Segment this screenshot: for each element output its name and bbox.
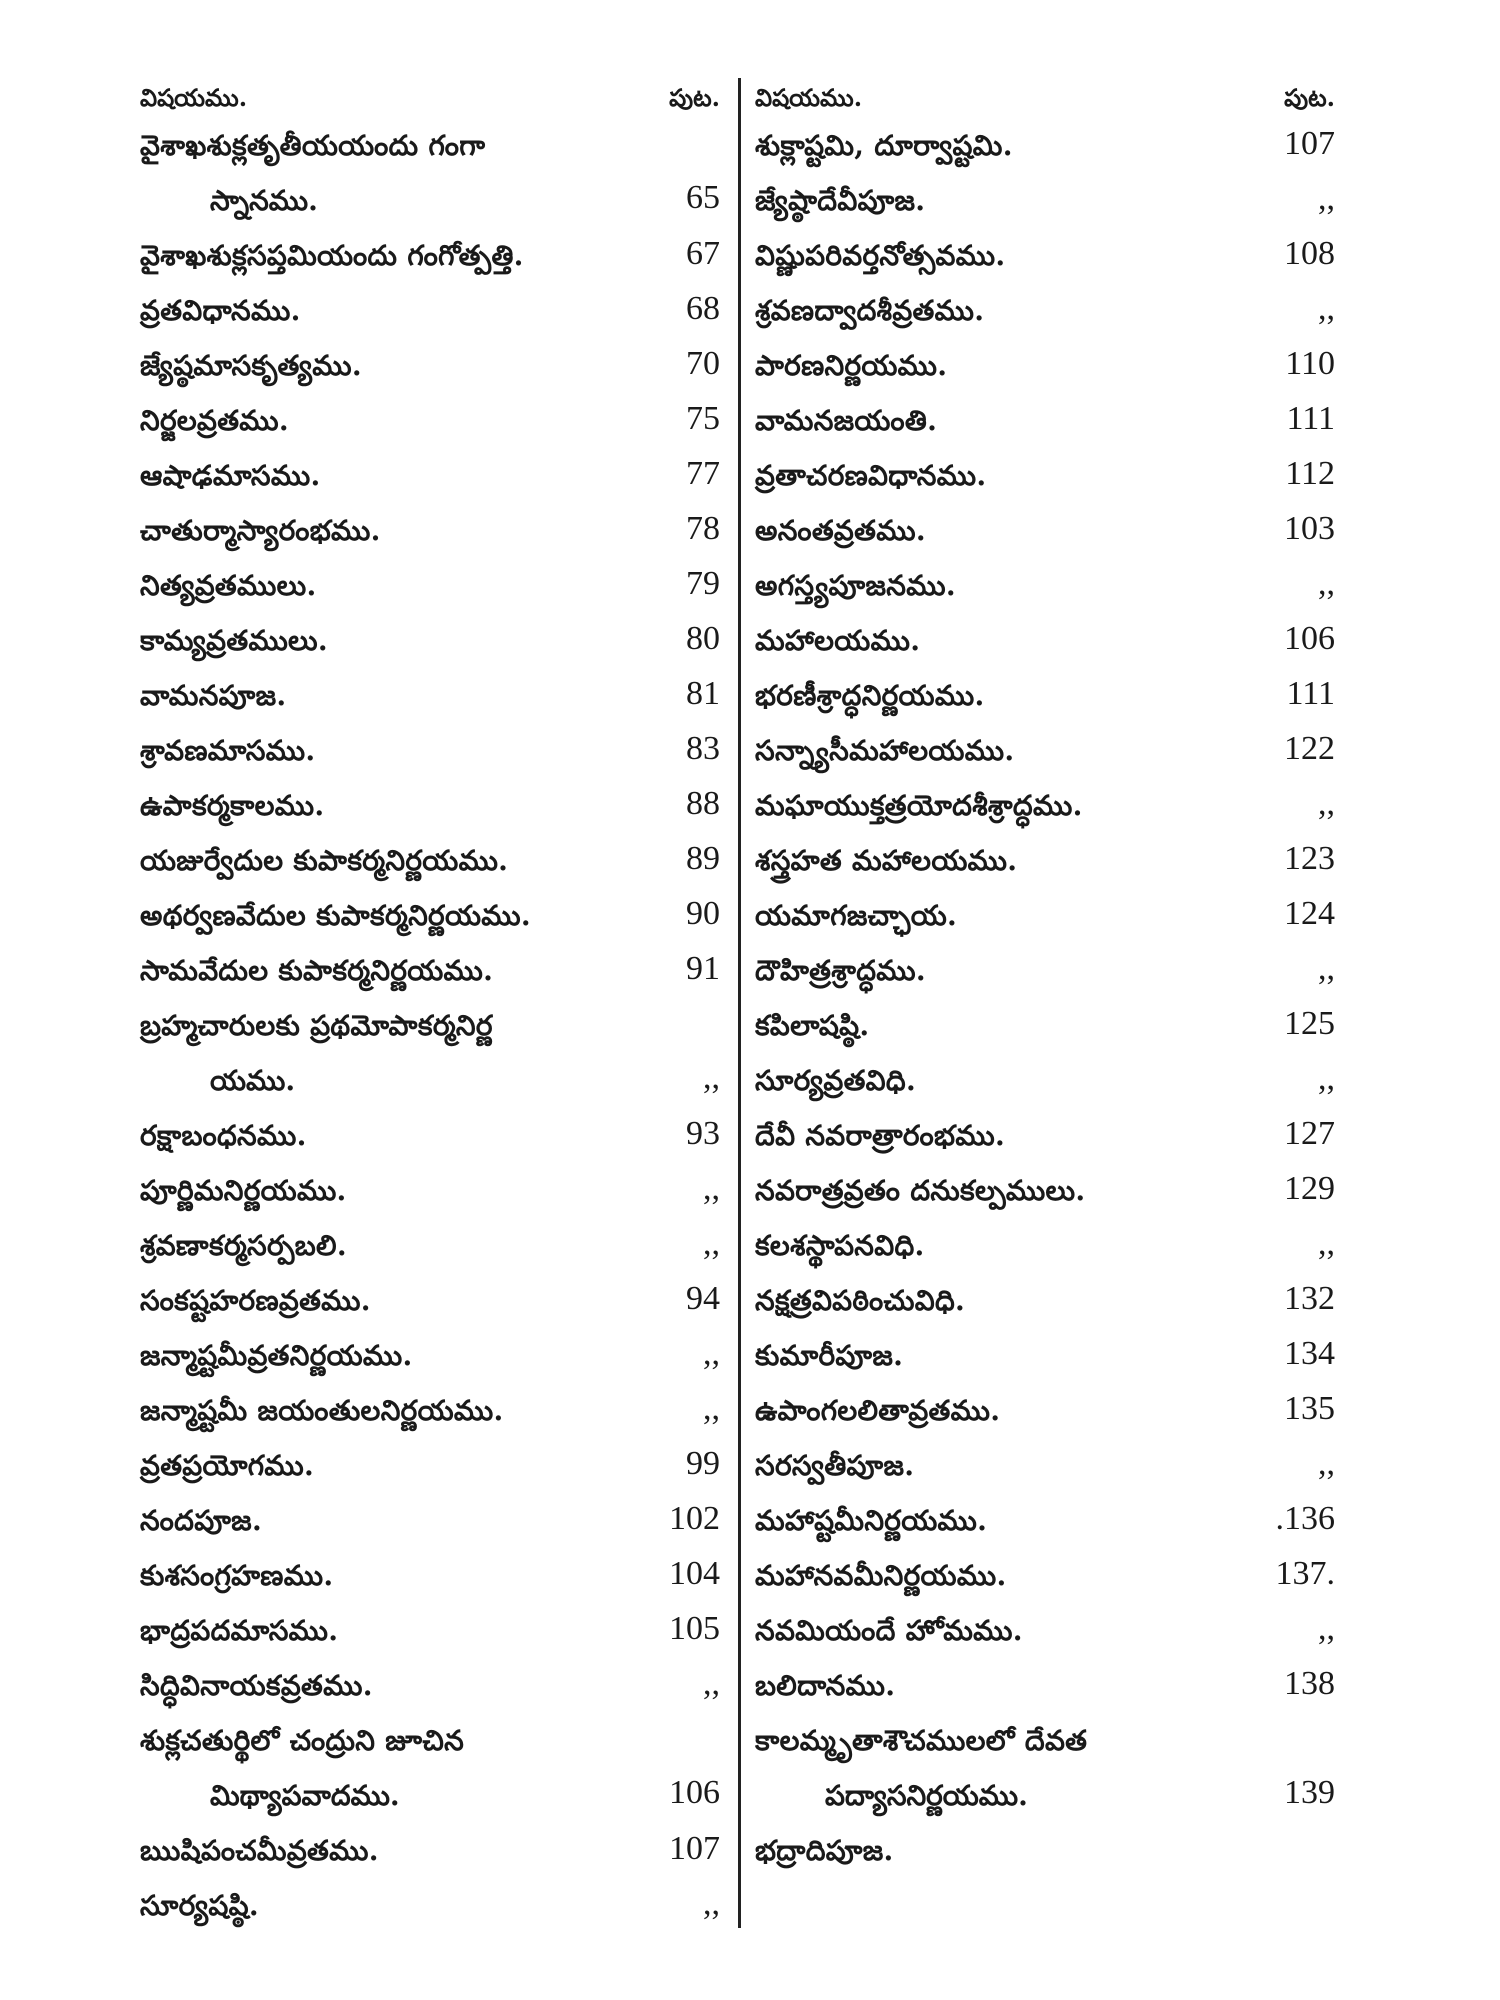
right-column	[755, 75, 1345, 1875]
toc-entry-title: జన్మాష్టమీవ్రతనిర్ణయము.	[140, 1339, 413, 1372]
toc-entry-page: 138	[1284, 1665, 1335, 1702]
toc-entry-continuation: పద్యాసనిర్ణయము.	[825, 1779, 1028, 1812]
toc-entry-page: 68	[686, 290, 720, 327]
toc-entry-page: 77	[686, 455, 720, 492]
toc-entry-page: 108	[1284, 235, 1335, 272]
toc-entry-page: ,,	[703, 1885, 720, 1922]
toc-entry-page: 107	[1284, 125, 1335, 162]
toc-entry	[140, 775, 720, 830]
toc-entry-title: నవమియందే హోమము.	[755, 1614, 1023, 1647]
toc-entry-page: 124	[1284, 895, 1335, 932]
toc-entry-title: కపిలాషష్ఠి.	[755, 1009, 870, 1042]
toc-entry-title: వ్రతవిధానము.	[140, 294, 301, 327]
left-header-page: పుట.	[669, 83, 720, 112]
toc-entry	[140, 830, 720, 885]
toc-entry-title: అగస్త్యపూజనము.	[755, 569, 956, 602]
toc-entry	[755, 610, 1345, 665]
toc-entry-title: ఆషాఢమాసము.	[140, 459, 321, 492]
toc-entry-title: సూర్యవ్రతవిధి.	[755, 1064, 917, 1097]
toc-entry-page: ,,	[1318, 1060, 1335, 1097]
toc-entry-continuation: యము.	[210, 1064, 296, 1097]
toc-entry	[140, 720, 720, 775]
toc-entry-title: రక్షాబంధనము.	[140, 1119, 307, 1152]
toc-entry	[140, 1600, 720, 1655]
toc-entry-title: బ్రహ్మచారులకు ప్రథమోపాకర్మనిర్ణ	[140, 1009, 493, 1042]
toc-entry	[140, 1270, 720, 1325]
toc-entry-page: 90	[686, 895, 720, 932]
left-column	[140, 75, 720, 1930]
toc-entry-title: నిత్యవ్రతములు.	[140, 569, 317, 602]
toc-entry-title: వ్రతప్రయోగము.	[140, 1449, 315, 1482]
toc-entry	[755, 170, 1345, 225]
toc-entry	[140, 1105, 720, 1160]
toc-entry-page: 111	[1286, 675, 1335, 712]
toc-entry-page: 91	[686, 950, 720, 987]
right-header	[755, 75, 1345, 115]
toc-entry-title: దౌహిత్రశ్రాద్ధము.	[755, 954, 926, 987]
toc-entry-title: భరణీశ్రాద్ధనిర్ణయము.	[755, 679, 985, 712]
toc-entry	[755, 445, 1345, 500]
toc-entry	[755, 885, 1345, 940]
toc-entry-page: ,,	[703, 1225, 720, 1262]
toc-entry-title: చాతుర్మాస్యారంభము.	[140, 514, 381, 547]
right-entry-list	[755, 115, 1345, 1875]
toc-entry-page: 78	[686, 510, 720, 547]
toc-entry-title: శ్రావణమాసము.	[140, 734, 316, 767]
toc-entry-title: పారణనిర్ణయము.	[755, 349, 948, 382]
toc-entry	[755, 775, 1345, 830]
toc-entry-page: 103	[1284, 510, 1335, 547]
toc-entry	[140, 1490, 720, 1545]
toc-entry	[755, 1820, 1345, 1875]
toc-entry-page: 129	[1284, 1170, 1335, 1207]
toc-entry-page: 125	[1284, 1005, 1335, 1042]
toc-entry-title: అనంతవ్రతము.	[755, 514, 926, 547]
left-entry-list	[140, 115, 720, 1930]
toc-entry-page: ,,	[1318, 1225, 1335, 1262]
toc-entry	[755, 830, 1345, 885]
toc-entry-title: పూర్ణిమనిర్ణయము.	[140, 1174, 347, 1207]
toc-entry-page: 93	[686, 1115, 720, 1152]
toc-entry-title: నక్షత్రవిపఠించువిధి.	[755, 1284, 966, 1317]
toc-entry-page: 134	[1284, 1335, 1335, 1372]
toc-entry-page: ,,	[1318, 950, 1335, 987]
toc-entry-title: సన్న్యాసీమహాలయము.	[755, 734, 1015, 767]
toc-entry	[140, 445, 720, 500]
toc-entry-title: సూర్యషష్ఠి.	[140, 1889, 259, 1922]
toc-entry-title: కుమారీపూజ.	[755, 1339, 904, 1372]
toc-entry-page: 104	[669, 1555, 720, 1592]
right-header-page: పుట.	[1284, 83, 1335, 112]
toc-entry-page: ,,	[1318, 290, 1335, 327]
toc-entry-title: సిద్ధివినాయకవ్రతము.	[140, 1669, 373, 1702]
toc-entry-title: కాలమ్మృతాశౌచములలో దేవత	[755, 1724, 1088, 1757]
toc-entry-title: నందపూజ.	[140, 1504, 262, 1537]
toc-entry-title: కుశసంగ్రహణము.	[140, 1559, 334, 1592]
toc-entry	[140, 1655, 720, 1710]
toc-entry-title: భాద్రపదమాసము.	[140, 1614, 339, 1647]
toc-entry	[755, 1380, 1345, 1435]
toc-entry	[755, 1270, 1345, 1325]
toc-entry-page: ,,	[1318, 180, 1335, 217]
toc-entry-title: యమాగజచ్ఛాయ.	[755, 899, 958, 932]
toc-entry	[755, 1600, 1345, 1655]
toc-entry-page: ,,	[1318, 1610, 1335, 1647]
toc-entry	[140, 1545, 720, 1600]
toc-entry-page: 135	[1284, 1390, 1335, 1427]
toc-entry-page: 127	[1284, 1115, 1335, 1152]
toc-entry-page: 81	[686, 675, 720, 712]
toc-entry-page: 99	[686, 1445, 720, 1482]
toc-entry	[755, 390, 1345, 445]
toc-entry-title: వామనపూజ.	[140, 679, 287, 712]
toc-entry	[755, 1490, 1345, 1545]
toc-entry-title: శుక్లచతుర్థిలో చంద్రుని జూచిన	[140, 1724, 465, 1757]
toc-entry-page: 79	[686, 565, 720, 602]
toc-entry	[140, 335, 720, 390]
toc-entry-title: ఉపాంగలలితావ్రతము.	[755, 1394, 1001, 1427]
toc-entry	[755, 555, 1345, 610]
toc-entry	[140, 1325, 720, 1380]
left-header	[140, 75, 720, 115]
column-divider	[738, 78, 741, 1928]
toc-entry-page: 105	[669, 1610, 720, 1647]
toc-entry-page: 89	[686, 840, 720, 877]
toc-entry-page: 107	[669, 1830, 720, 1867]
toc-entry-page: .136	[1275, 1500, 1335, 1537]
toc-entry-title: కామ్యవ్రతములు.	[140, 624, 328, 657]
toc-entry-title: జ్యేష్ఠమాసకృత్యము.	[140, 349, 362, 382]
toc-entry-page: 132	[1284, 1280, 1335, 1317]
toc-entry	[755, 1655, 1345, 1710]
toc-entry-page: 106	[1284, 620, 1335, 657]
toc-entry-page: 123	[1284, 840, 1335, 877]
toc-entry	[755, 335, 1345, 390]
toc-entry	[140, 280, 720, 335]
toc-entry-page: ,,	[703, 1059, 720, 1096]
toc-entry-page: ,,	[703, 1170, 720, 1207]
toc-entry-title: కలశస్థాపనవిధి.	[755, 1229, 925, 1262]
toc-entry	[140, 610, 720, 665]
toc-entry-page: ,,	[703, 1665, 720, 1702]
toc-entry-title: బలిదానము.	[755, 1669, 896, 1702]
toc-entry-page: 137.	[1275, 1555, 1335, 1592]
toc-entry-title: సంకష్టహరణవ్రతము.	[140, 1284, 371, 1317]
toc-entry-title: సామవేదుల కుపాకర్మనిర్ణయము.	[140, 954, 494, 987]
toc-entry-page: 110	[1285, 345, 1335, 382]
toc-entry	[755, 500, 1345, 555]
toc-entry	[755, 720, 1345, 775]
toc-entry-title: జ్యేష్ఠాదేవీపూజ.	[755, 184, 926, 217]
toc-entry-title: ఉపాకర్మకాలము.	[140, 789, 325, 822]
toc-entry	[755, 1435, 1345, 1490]
toc-entry-title: మహాలయము.	[755, 624, 921, 657]
toc-entry	[140, 1710, 720, 1820]
toc-entry	[140, 1160, 720, 1215]
toc-entry-title: శుక్లాష్టమి, దూర్వాష్టమి.	[755, 129, 1013, 162]
toc-entry	[755, 1050, 1345, 1105]
toc-entry-title: జన్మాష్టమీ జయంతులనిర్ణయము.	[140, 1394, 504, 1427]
toc-entry-title: మహాష్టమీనిర్ణయము.	[755, 1504, 988, 1537]
toc-entry	[140, 1215, 720, 1270]
toc-entry-page: 67	[686, 235, 720, 272]
toc-entry	[140, 1820, 720, 1875]
toc-entry	[755, 1545, 1345, 1600]
toc-entry	[140, 500, 720, 555]
toc-entry-title: విష్ణుపరివర్తనోత్సవము.	[755, 239, 1006, 272]
toc-entry-page: 70	[686, 345, 720, 382]
toc-entry-title: సరస్వతీపూజ.	[755, 1449, 915, 1482]
toc-entry	[140, 1875, 720, 1930]
toc-entry-title: వైశాఖశుక్లతృతీయయందు గంగా	[140, 129, 486, 162]
toc-entry	[755, 1325, 1345, 1380]
toc-entry-title: మహానవమీనిర్ణయము.	[755, 1559, 1007, 1592]
toc-entry-continuation: స్నానము.	[210, 184, 318, 217]
toc-entry-page: 106	[669, 1774, 720, 1811]
toc-entry-page: ,,	[1318, 1445, 1335, 1482]
toc-entry-page: ,,	[1318, 565, 1335, 602]
toc-entry-page: 88	[686, 785, 720, 822]
toc-entry-title: ఋషిపంచమీవ్రతము.	[140, 1834, 379, 1867]
toc-entry	[755, 115, 1345, 170]
toc-entry	[755, 940, 1345, 995]
toc-entry-continuation: మిథ్యాపవాదము.	[210, 1779, 400, 1812]
toc-entry	[140, 665, 720, 720]
toc-entry	[755, 280, 1345, 335]
toc-entry	[140, 1435, 720, 1490]
toc-entry	[140, 225, 720, 280]
toc-entry	[755, 225, 1345, 280]
toc-entry-page: 83	[686, 730, 720, 767]
toc-entry-page: 122	[1284, 730, 1335, 767]
toc-entry-page: 65	[686, 179, 720, 216]
toc-entry-title: వైశాఖశుక్లసప్తమియందు గంగోత్పత్తి.	[140, 239, 524, 272]
toc-entry-page: 80	[686, 620, 720, 657]
toc-entry-title: నవరాత్రవ్రతం దనుకల్పములు.	[755, 1174, 1086, 1207]
toc-entry-page: ,,	[703, 1390, 720, 1427]
toc-entry	[755, 1215, 1345, 1270]
toc-entry-page: 75	[686, 400, 720, 437]
toc-entry	[755, 665, 1345, 720]
right-header-title: విషయము.	[755, 83, 863, 112]
toc-entry	[755, 995, 1345, 1050]
toc-entry-title: శ్రవణద్వాదశీవ్రతము.	[755, 294, 985, 327]
toc-entry-title: వ్రతాచరణవిధానము.	[755, 459, 987, 492]
toc-entry-page: 139	[1284, 1774, 1335, 1811]
toc-entry-title: శ్రవణాకర్మసర్పబలి.	[140, 1229, 347, 1262]
toc-entry-title: నిర్జలవ్రతము.	[140, 404, 289, 437]
toc-entry-page: 102	[669, 1500, 720, 1537]
toc-entry	[140, 885, 720, 940]
toc-entry	[140, 995, 720, 1105]
left-header-title: విషయము.	[140, 83, 248, 112]
toc-entry	[755, 1160, 1345, 1215]
toc-entry	[140, 390, 720, 445]
toc-entry	[140, 115, 720, 225]
toc-entry	[140, 555, 720, 610]
toc-entry	[140, 940, 720, 995]
toc-entry-page: 94	[686, 1280, 720, 1317]
toc-entry-title: శస్త్రహత మహాలయము.	[755, 844, 1018, 877]
toc-entry-page: ,,	[1318, 785, 1335, 822]
toc-entry-page: 112	[1285, 455, 1335, 492]
toc-entry-title: భద్రాదిపూజ.	[755, 1834, 894, 1867]
toc-entry-title: మఘాయుక్తత్రయోదశీశ్రాద్ధము.	[755, 789, 1083, 822]
toc-entry-title: దేవీ నవరాత్రారంభము.	[755, 1119, 1005, 1152]
toc-entry-page: ,,	[703, 1335, 720, 1372]
toc-entry	[755, 1710, 1345, 1820]
toc-entry	[755, 1105, 1345, 1160]
toc-entry-page: 111	[1286, 400, 1335, 437]
toc-entry	[140, 1380, 720, 1435]
toc-entry-title: వామనజయంతి.	[755, 404, 938, 437]
toc-entry-title: అథర్వణవేదుల కుపాకర్మనిర్ణయము.	[140, 899, 531, 932]
toc-entry-title: యజుర్వేదుల కుపాకర్మనిర్ణయము.	[140, 844, 509, 877]
